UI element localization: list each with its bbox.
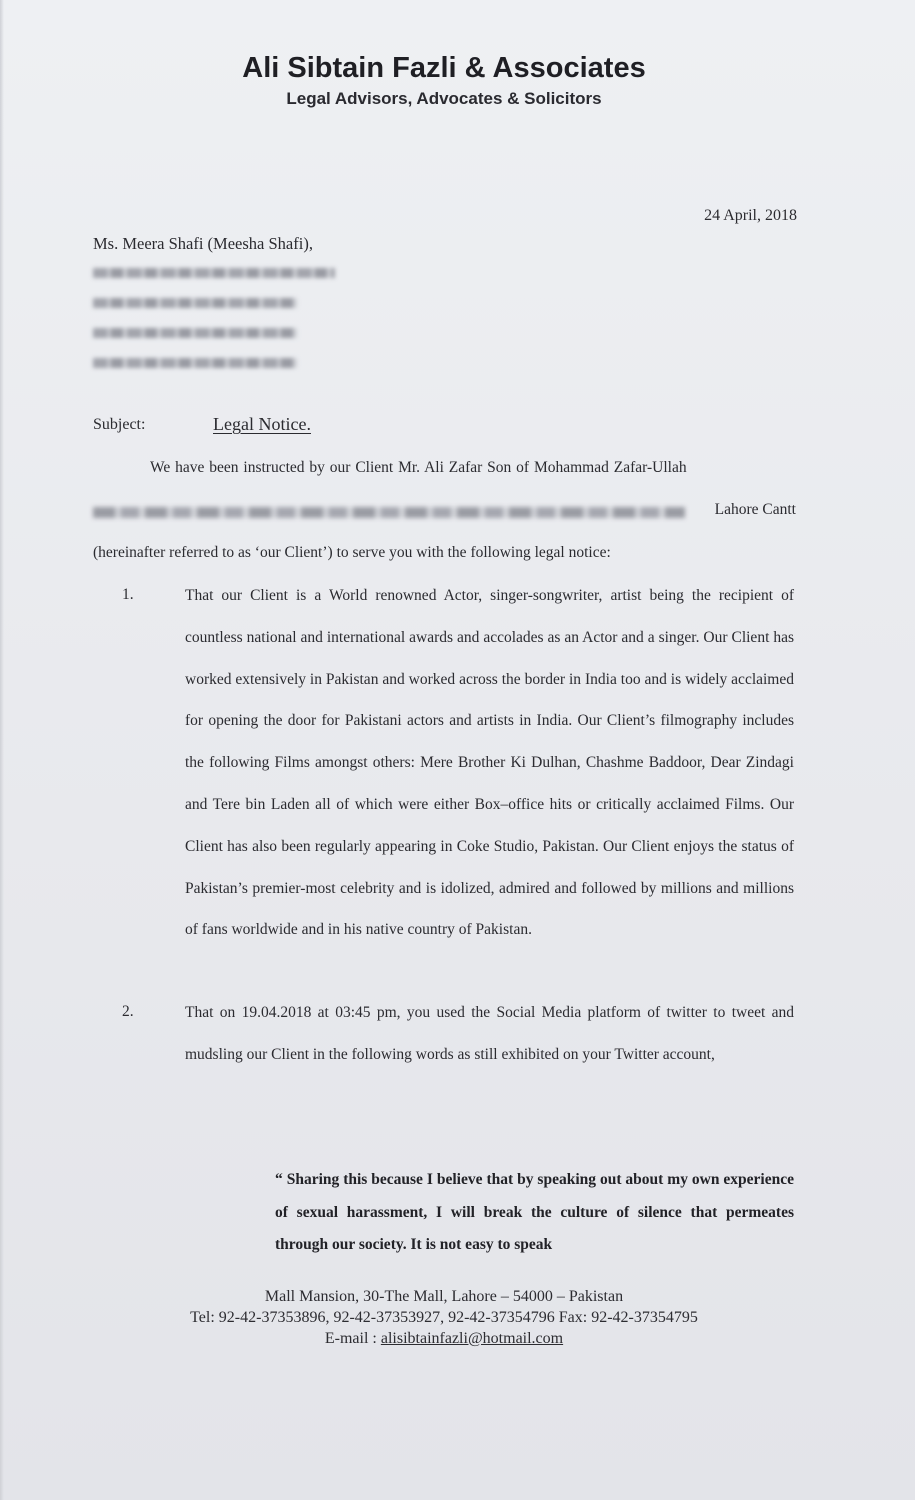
item-number-2: 2. xyxy=(122,1003,134,1020)
item-text-2: That on 19.04.2018 at 03:45 pm, you used the Social Media platform of twitter to tweet and mudsling our Client in the following words as still exhibited on your Twitter account, xyxy=(185,1004,794,1063)
firm-name: Ali Sibtain Fazli & Associates xyxy=(242,52,646,84)
intro-place: Lahore Cantt xyxy=(714,501,796,518)
letter-date: 24 April, 2018 xyxy=(704,207,797,224)
subject-label: Subject: xyxy=(93,416,146,433)
footer-email-link[interactable]: alisibtainfazli@hotmail.com xyxy=(380,1330,564,1347)
footer-phones: Tel: 92-42-37353896, 92-42-37353927, 92-42-37354796 Fax: 92-42-37354795 xyxy=(190,1309,698,1326)
intro-line-1: We have been instructed by our Client Mr. Ali Zafar Son of Mohammad Zafar-Ullah xyxy=(150,459,687,476)
item-number-1: 1. xyxy=(122,586,134,603)
subject-text: Legal Notice. xyxy=(213,414,311,434)
footer-email-label: E-mail : xyxy=(324,1330,377,1347)
firm-tagline: Legal Advisors, Advocates & Solicitors xyxy=(286,89,602,108)
footer-address: Mall Mansion, 30-The Mall, Lahore – 54000 – Pakistan xyxy=(264,1288,624,1305)
footer-email-line xyxy=(0,1330,888,1348)
redacted-address-line-3 xyxy=(93,328,297,338)
redacted-address-line-2 xyxy=(93,298,297,308)
page-edge-shadow xyxy=(0,0,4,1500)
redacted-address-line-1 xyxy=(93,268,335,278)
item-text-1: That our Client is a World renowned Actor, singer-songwriter, artist being the recipient of countless national and international awards and accolades as an Actor and a singer. Our Client has worked extensively in Pakistan and worked across the border in India too and is widely acclaimed for opening the door for Pakistani actors and artists in India. Our Client’s filmography includes the following Films amongst others: Mere Brother Ki Dulhan, Chashme Baddoor, Dear Zindagi and Tere bin Laden all of which were either Box–office hits or critically acclaimed Films. Our Client has also been regularly appearing in Coke Studio, Pakistan. Our Client enjoys the status of Pakistan’s premier-most celebrity and is idolized, admired and followed by millions and millions of fans worldwide and in his native country of Pakistan. xyxy=(185,587,794,939)
redacted-address-line-4 xyxy=(93,358,297,368)
intro-line-3: (hereinafter referred to as ‘our Client’) to serve you with the following legal notice: xyxy=(93,544,611,561)
addressee-name: Ms. Meera Shafi (Meesha Shafi), xyxy=(93,234,313,253)
redacted-client-address xyxy=(93,507,685,518)
tweet-quote: “ Sharing this because I believe that by speaking out about my own experience of sexual harassment, I will break the culture of silence that permeates through our society. It is not easy to speak xyxy=(275,1171,794,1253)
